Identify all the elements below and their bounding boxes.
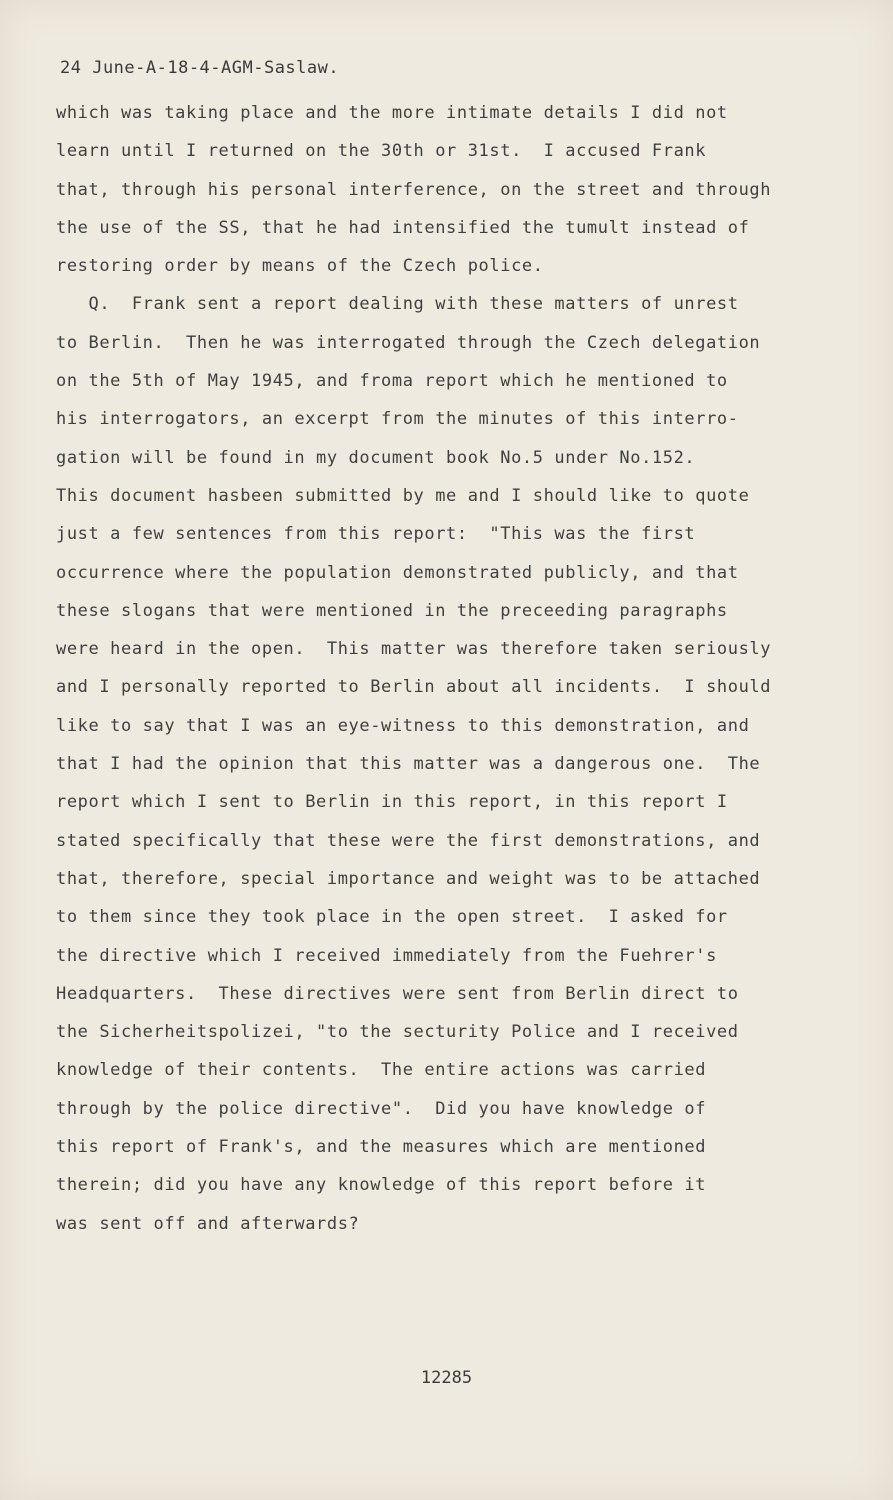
- text-line: on the 5th of May 1945, and froma report which he mentioned to: [56, 371, 728, 392]
- text-line: that, therefore, special importance and weight was to be attached: [56, 868, 761, 889]
- body-text: [56, 94, 836, 1243]
- text-line: stated specifically that these were the first demonstrations, and: [56, 830, 761, 851]
- text-line: gation will be found in my document book No.5 under No.152.: [56, 447, 696, 468]
- text-line: learn until I returned on the 30th or 31st. I accused Frank: [56, 141, 707, 162]
- text-line: to them since they took place in the open street. I asked for: [56, 907, 728, 928]
- text-line: the use of the SS, that he had intensified the tumult instead of: [56, 217, 750, 238]
- text-line: Q. Frank sent a report dealing with these matters of unrest: [56, 294, 739, 315]
- text-line: Headquarters. These directives were sent from Berlin direct to: [56, 983, 739, 1004]
- text-line: and I personally reported to Berlin about all incidents. I should: [56, 677, 772, 698]
- text-line: was sent off and afterwards?: [56, 1213, 360, 1234]
- text-line: through by the police directive". Did you have knowledge of: [56, 1098, 707, 1119]
- text-line: therein; did you have any knowledge of this report before it: [56, 1175, 707, 1196]
- text-line: knowledge of their contents. The entire actions was carried: [56, 1060, 707, 1081]
- text-line: report which I sent to Berlin in this report, in this report I: [56, 792, 728, 813]
- text-line: just a few sentences from this report: "This was the first: [56, 524, 696, 545]
- text-line: his interrogators, an excerpt from the minutes of this interro-: [56, 409, 739, 430]
- text-line: that, through his personal interference, on the street and through: [56, 179, 772, 200]
- text-line: that I had the opinion that this matter was a dangerous one. The: [56, 754, 761, 775]
- text-line: these slogans that were mentioned in the preceeding paragraphs: [56, 600, 728, 621]
- text-line: to Berlin. Then he was interrogated through the Czech delegation: [56, 332, 761, 353]
- text-line: occurrence where the population demonstrated publicly, and that: [56, 562, 739, 583]
- text-line: this report of Frank's, and the measures which are mentioned: [56, 1137, 707, 1158]
- page-number: 12285: [420, 1368, 473, 1388]
- text-line: were heard in the open. This matter was therefore taken seriously: [56, 639, 772, 660]
- text-line: This document hasbeen submitted by me and I should like to quote: [56, 485, 750, 506]
- text-line: restoring order by means of the Czech police.: [56, 256, 544, 277]
- text-line: the Sicherheitspolizei, "to the secturity Police and I received: [56, 1022, 739, 1043]
- text-line: like to say that I was an eye-witness to this demonstration, and: [56, 715, 750, 736]
- page-header: 24 June-A-18-4-AGM-Saslaw.: [60, 58, 340, 78]
- text-line: which was taking place and the more intimate details I did not: [56, 103, 728, 123]
- text-line: the directive which I received immediately from the Fuehrer's: [56, 945, 717, 966]
